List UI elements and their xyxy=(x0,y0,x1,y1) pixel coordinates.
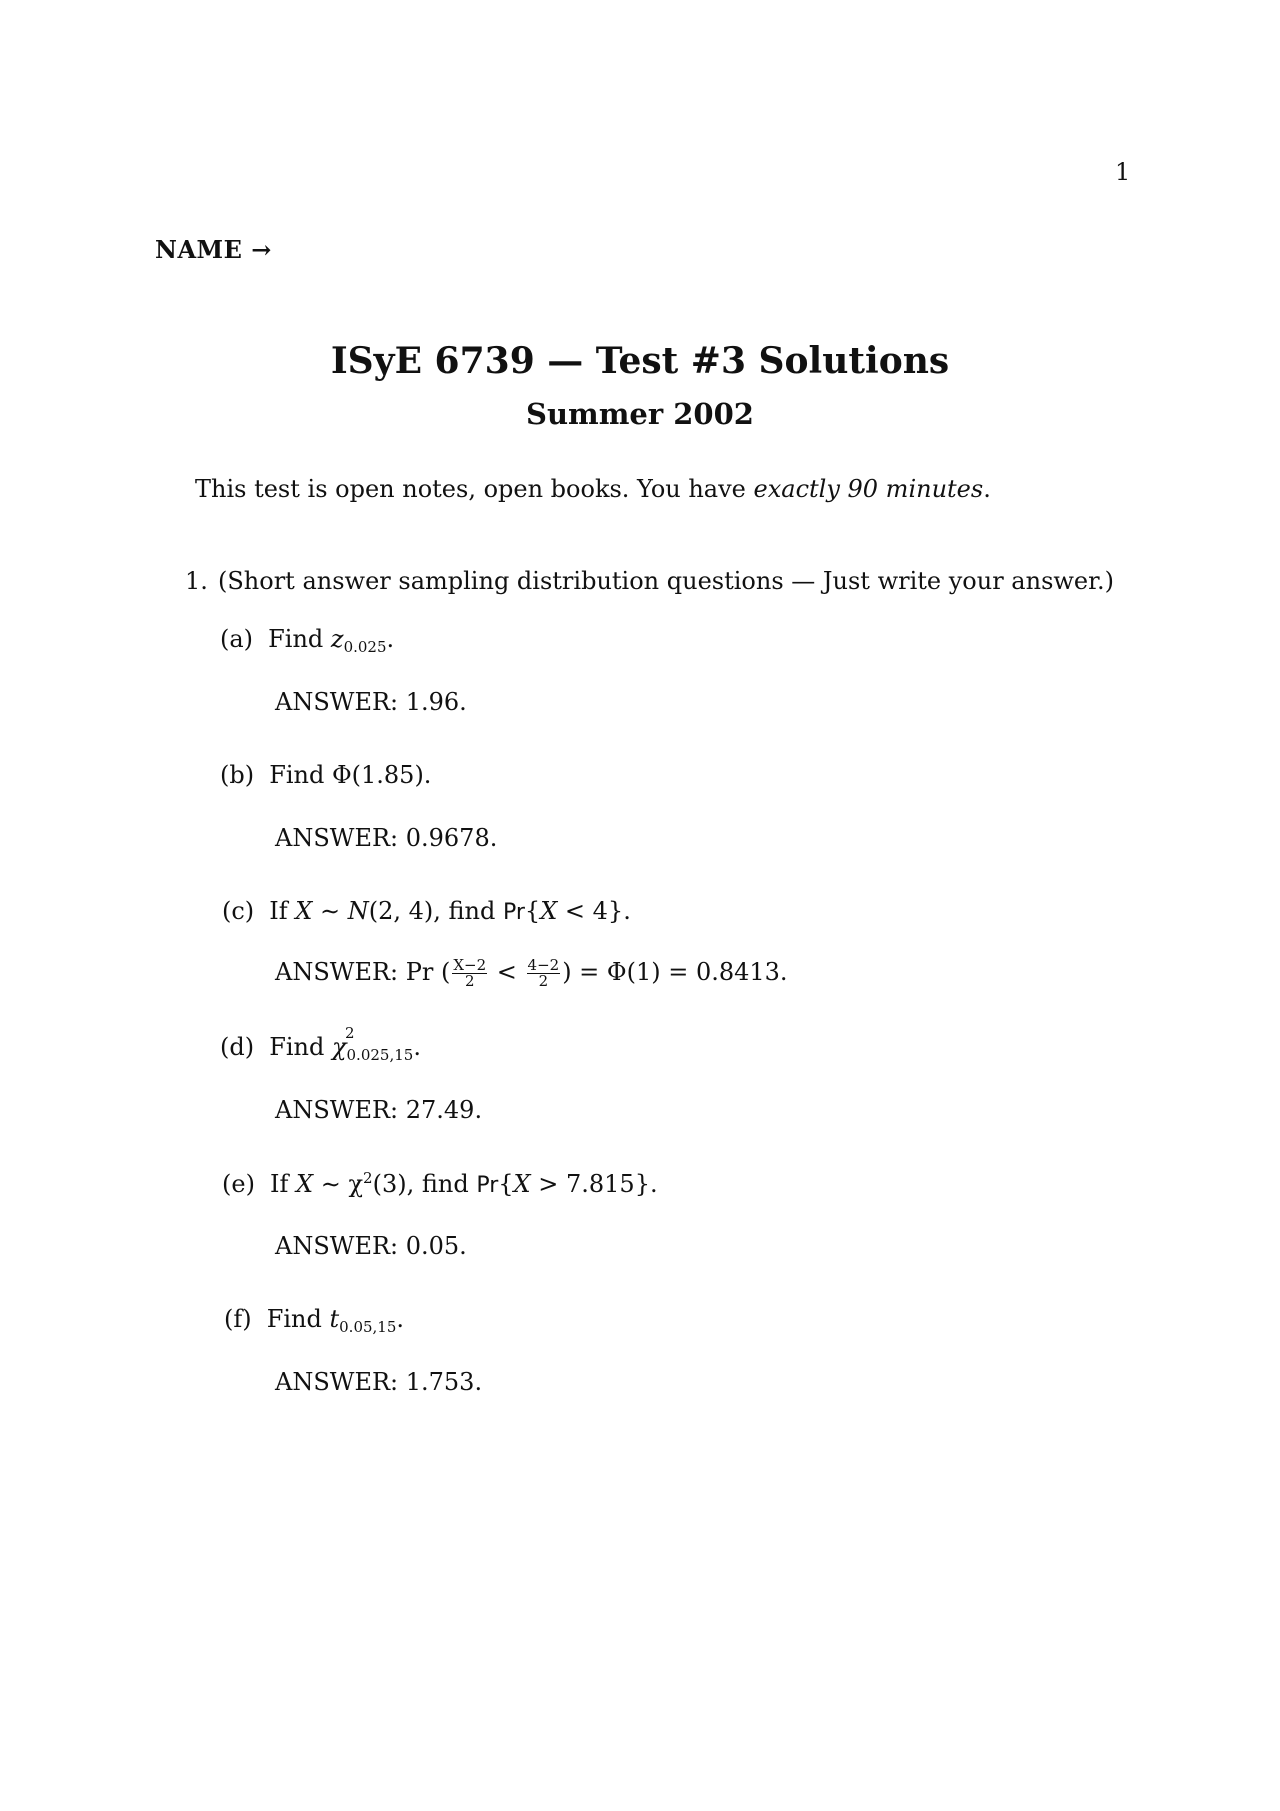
part-b xyxy=(220,761,431,789)
intro-plain: This test is open notes, open books. You have xyxy=(195,475,754,503)
math-sub: 0.025 xyxy=(343,638,387,656)
intro-end: . xyxy=(983,475,991,503)
answer-d: ANSWER: 27.49. xyxy=(275,1096,483,1124)
math-var: z xyxy=(330,625,344,653)
math-sub: 0.025,15 xyxy=(346,1046,414,1064)
part-label: (a) xyxy=(220,625,254,653)
answer-b: ANSWER: 0.9678. xyxy=(275,824,498,852)
answer-prefix: ANSWER: Pr ( xyxy=(275,958,451,986)
part-question xyxy=(269,1024,421,1064)
q-text: If xyxy=(270,1170,297,1198)
math-var: X xyxy=(295,897,313,925)
math-var: X xyxy=(296,1170,314,1198)
part-question xyxy=(266,1305,405,1336)
math-var: t xyxy=(329,1305,340,1333)
chi-square-symbol: χ 2 xyxy=(331,1024,355,1061)
fraction-numerator: 4−2 xyxy=(527,956,560,974)
part-label: (c) xyxy=(222,897,255,925)
question-text: (Short answer sampling distribution questions — Just write your answer.) xyxy=(218,567,1114,595)
q-text: (2, 4), find xyxy=(368,897,503,925)
math-sup: 2 xyxy=(344,1024,355,1042)
part-e xyxy=(222,1169,658,1198)
intro-text xyxy=(195,475,991,503)
answer-e: ANSWER: 0.05. xyxy=(275,1232,467,1260)
q-text: > 7.815}. xyxy=(530,1170,658,1198)
fraction-numerator: X−2 xyxy=(453,956,487,974)
math-var: X xyxy=(513,1170,531,1198)
q-text: (3), find xyxy=(372,1170,477,1198)
question-number: 1. xyxy=(185,567,208,595)
math-var: N xyxy=(347,897,369,925)
part-question xyxy=(269,897,631,925)
q-text: ∼ xyxy=(312,897,348,925)
math-sup: 2 xyxy=(363,1169,373,1187)
page-number: 1 xyxy=(1115,158,1131,186)
q-text: < 4}. xyxy=(557,897,631,925)
less-than: < xyxy=(489,958,525,986)
part-d xyxy=(220,1024,421,1064)
part-question xyxy=(268,625,395,656)
math-var: X xyxy=(540,897,558,925)
pr-operator: Pr xyxy=(502,900,525,925)
question-1 xyxy=(185,567,1114,595)
page-title: ISyE 6739 — Test #3 Solutions xyxy=(330,340,950,382)
answer-f: ANSWER: 1.753. xyxy=(275,1368,483,1396)
tail: . xyxy=(386,625,395,653)
math-sub: 0.05,15 xyxy=(339,1318,397,1336)
tail: . xyxy=(413,1033,421,1061)
part-label: (f) xyxy=(224,1305,252,1333)
tail: . xyxy=(396,1305,405,1333)
page-subtitle: Summer 2002 xyxy=(526,397,754,431)
part-label: (b) xyxy=(220,761,255,789)
find-text: Find xyxy=(269,1033,332,1061)
fraction-denominator: 2 xyxy=(538,972,549,990)
part-f xyxy=(224,1305,404,1336)
find-text: Find xyxy=(266,1305,330,1333)
pr-operator: Pr xyxy=(476,1173,499,1198)
find-text: Find xyxy=(268,625,331,653)
name-label: NAME → xyxy=(155,235,272,264)
answer-suffix: ) = Φ(1) = 0.8413. xyxy=(562,958,788,986)
part-label: (e) xyxy=(222,1170,255,1198)
fraction-2 xyxy=(527,958,561,989)
intro-emphasis: exactly 90 minutes xyxy=(753,475,984,503)
part-a xyxy=(220,625,394,656)
part-label: (d) xyxy=(220,1033,255,1061)
fraction-1 xyxy=(452,958,487,989)
q-text: { xyxy=(498,1170,514,1198)
answer-c xyxy=(275,958,788,989)
part-c xyxy=(222,897,631,925)
q-text: If xyxy=(269,897,296,925)
answer-a: ANSWER: 1.96. xyxy=(275,688,467,716)
part-question: Find Φ(1.85). xyxy=(269,761,432,789)
part-question xyxy=(270,1170,658,1198)
fraction-denominator: 2 xyxy=(464,972,475,990)
q-text: { xyxy=(524,897,541,925)
q-text: ∼ χ xyxy=(313,1170,364,1198)
